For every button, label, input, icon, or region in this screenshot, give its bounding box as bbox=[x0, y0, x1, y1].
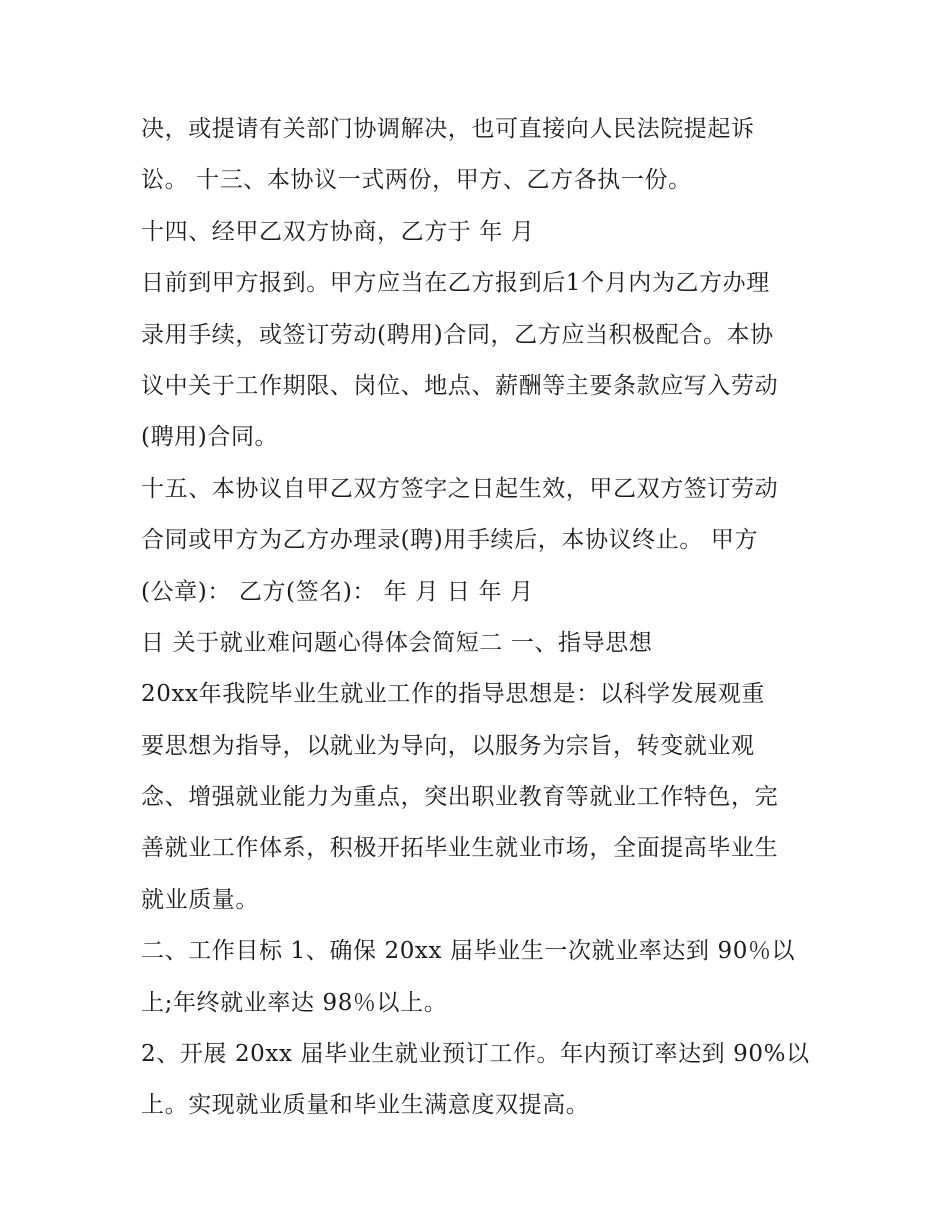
text-line: 日前到甲方报到。甲方应当在乙方报到后1个月内为乙方办理 bbox=[141, 270, 770, 297]
document-body bbox=[141, 104, 831, 1132]
text-line: 善就业工作体系，积极开拓毕业生就业市场，全面提高毕业生 bbox=[141, 835, 779, 862]
text-line: 十四、经甲乙双方协商，乙方于 年 月 bbox=[141, 218, 535, 245]
text-line: 上。实现就业质量和毕业生满意度双提高。 bbox=[141, 1092, 590, 1119]
text-line: 议中关于工作期限、岗位、地点、薪酬等主要条款应写入劳动 bbox=[141, 372, 779, 399]
text-line: 讼。 十三、本协议一式两份，甲方、乙方各执一份。 bbox=[141, 167, 692, 194]
text-line: 合同或甲方为乙方办理录(聘)用手续后，本协议终止。 甲方 bbox=[141, 527, 759, 554]
text-line: (聘用)合同。 bbox=[141, 424, 279, 451]
text-line: 念、增强就业能力为重点，突出职业教育等就业工作特色，完 bbox=[141, 784, 779, 811]
text-line: 录用手续，或签订劳动(聘用)合同，乙方应当积极配合。本协 bbox=[141, 321, 774, 348]
text-line: 要思想为指导，以就业为导向，以服务为宗旨，转变就业观 bbox=[141, 732, 755, 759]
text-line: 20xx年我院毕业生就业工作的指导思想是：以科学发展观重 bbox=[141, 681, 766, 708]
text-line: 日 关于就业难问题心得体会简短二 一、指导思想 bbox=[141, 629, 653, 656]
text-line: 决，或提请有关部门协调解决，也可直接向人民法院提起诉 bbox=[141, 116, 755, 142]
text-line: (公章)： 乙方(签名)： 年 月 日 年 月 bbox=[141, 578, 534, 605]
text-line: 就业质量。 bbox=[141, 886, 259, 913]
text-line: 十五、本协议自甲乙双方签字之日起生效，甲乙双方签订劳动 bbox=[141, 475, 779, 502]
text-line: 2、开展 20xx 届毕业生就业预订工作。年内预订率达到 90%以 bbox=[141, 1041, 810, 1068]
text-line: 上;年终就业率达 98％以上。 bbox=[141, 989, 448, 1016]
text-line: 二、工作目标 1、确保 20xx 届毕业生一次就业率达到 90％以 bbox=[141, 938, 796, 965]
